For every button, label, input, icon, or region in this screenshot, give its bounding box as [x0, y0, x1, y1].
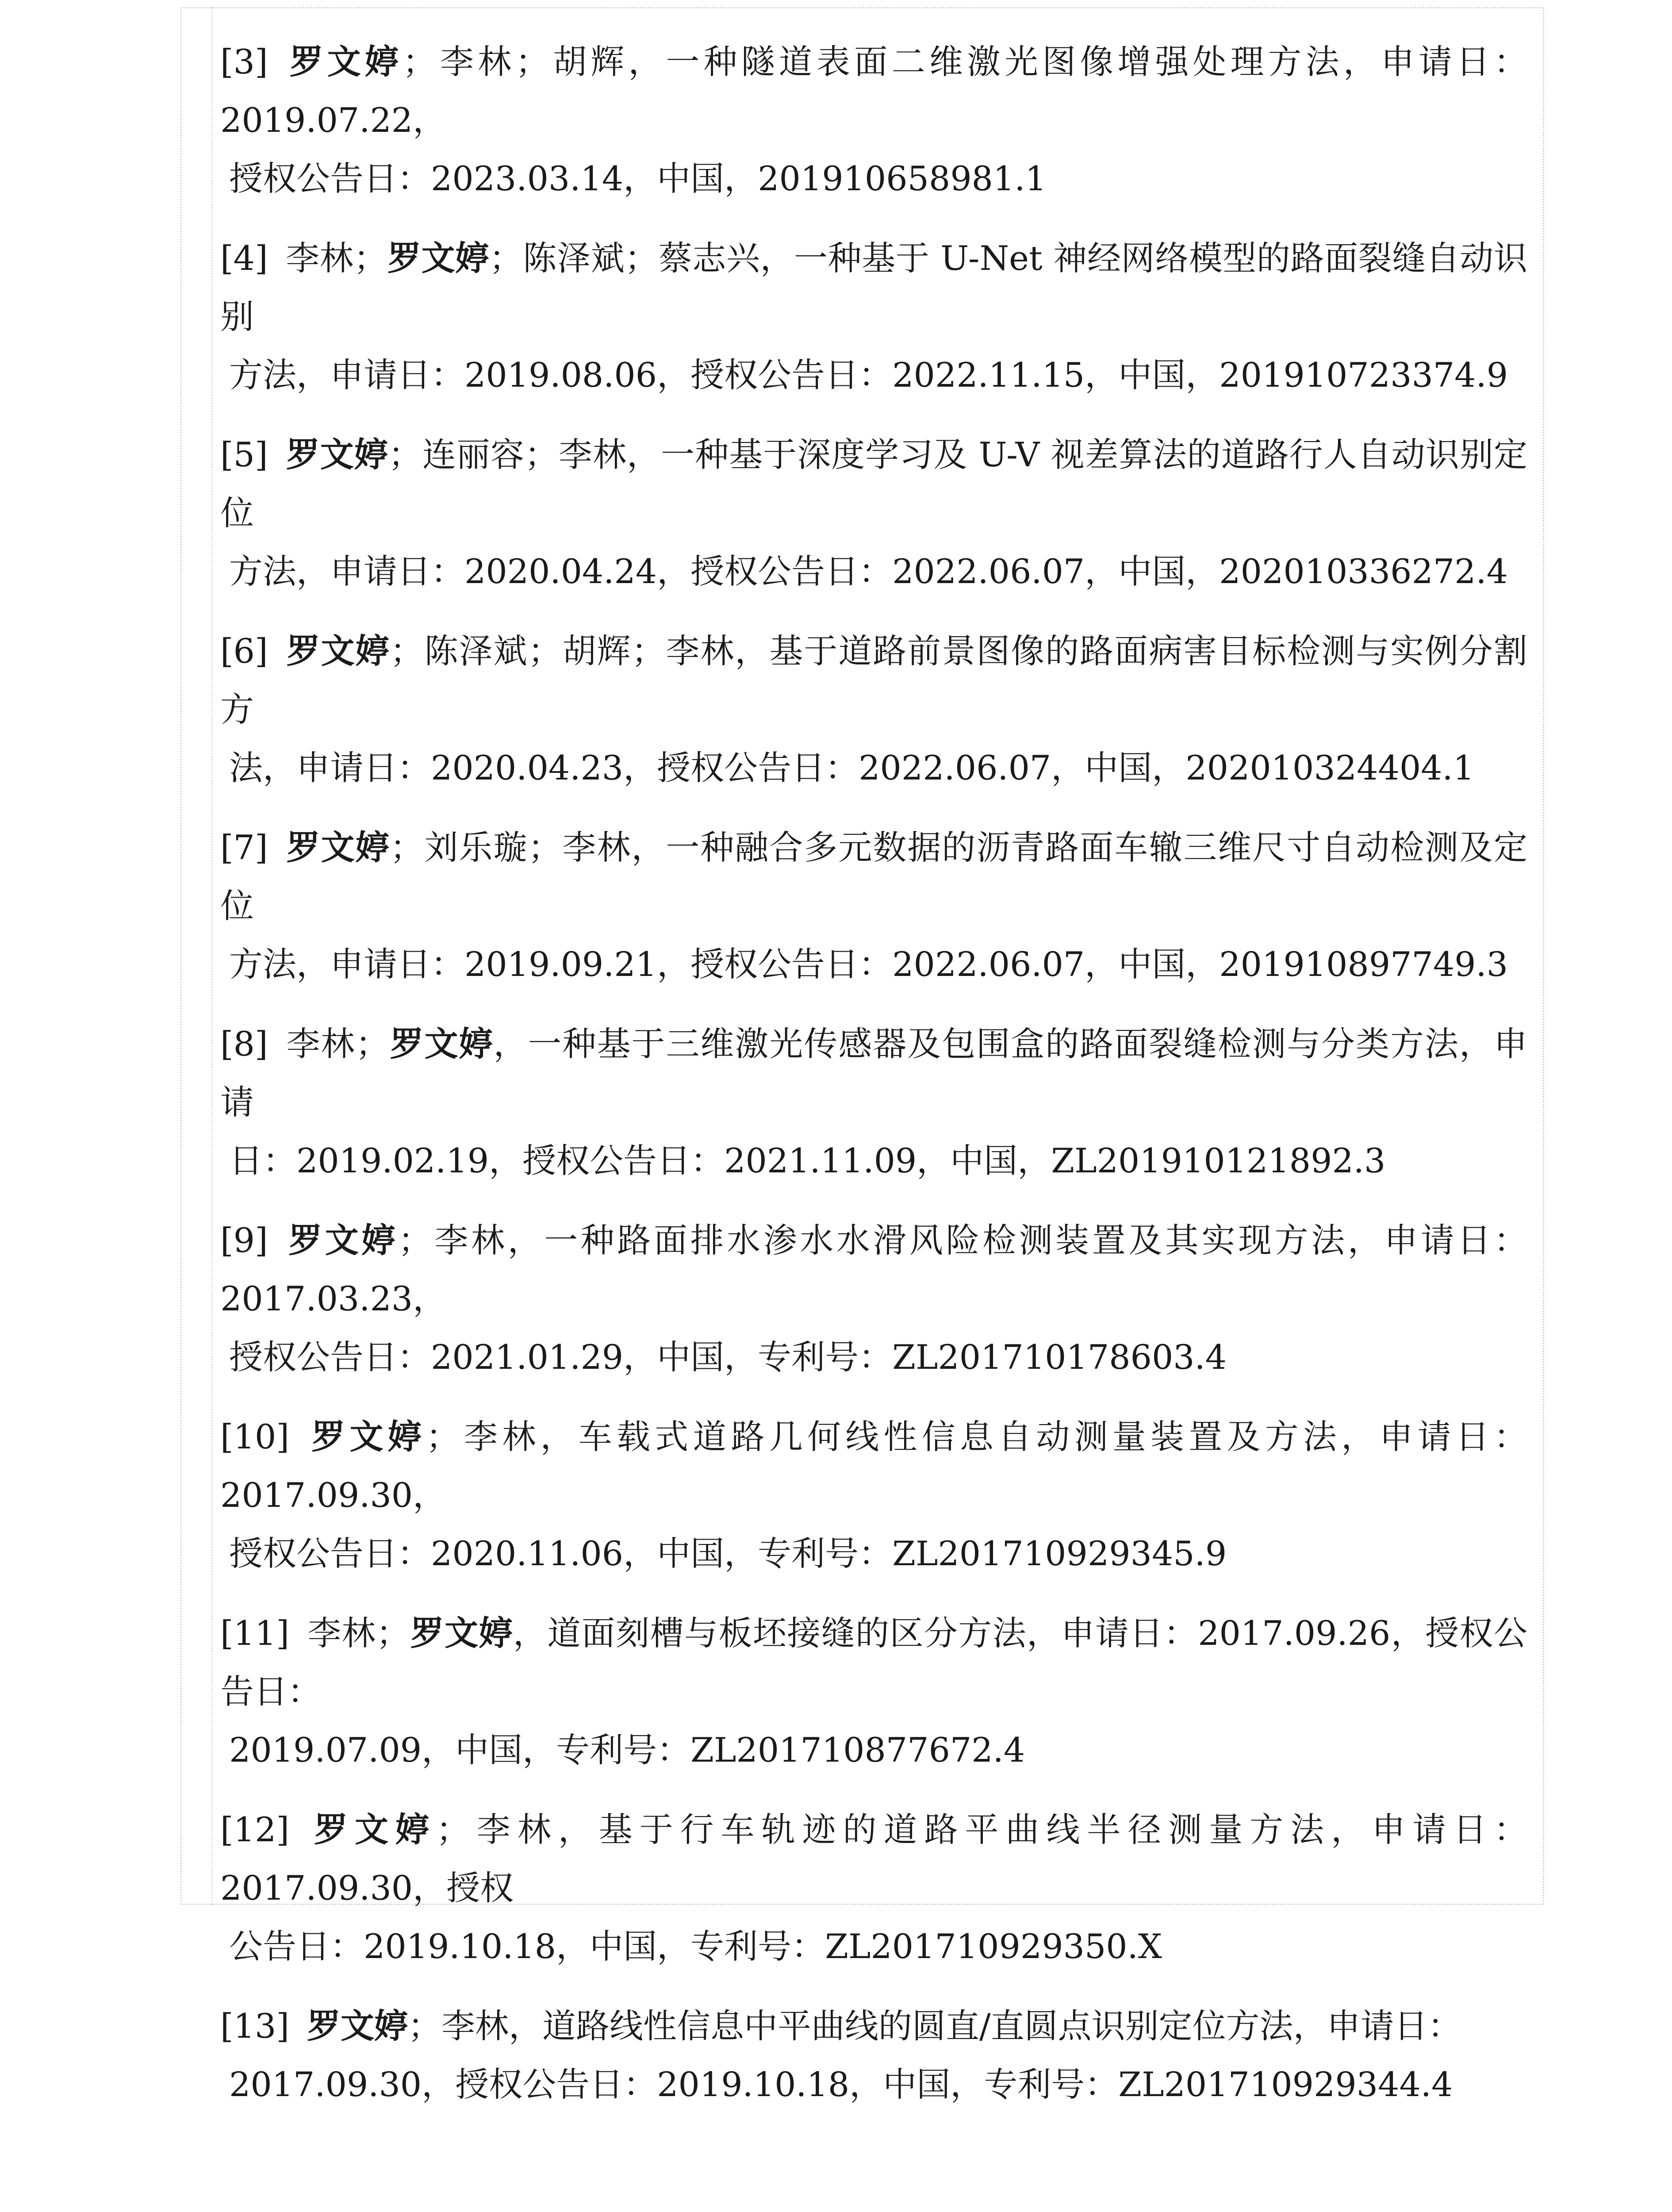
patent-index: [7]	[220, 828, 268, 867]
patent-text: ；陈泽斌；蔡志兴，一种基于 U-Net 神经网络模型的路面裂缝自动识别	[220, 238, 1528, 336]
patent-index: [11]	[220, 1613, 290, 1653]
patent-text: ；李林；胡辉，一种隧道表面二维激光图像增强处理方法，申请日：2019.07.22，	[220, 42, 1528, 140]
patent-entry-10	[220, 1408, 1527, 1583]
patent-entry-8	[220, 1015, 1527, 1190]
patent-line-2: 授权公告日：2023.03.14，中国，201910658981.1	[229, 159, 1047, 198]
patent-line-2: 公告日：2019.10.18，中国，专利号：ZL201710929350.X	[229, 1927, 1162, 1966]
patent-entry-9	[220, 1211, 1527, 1386]
patent-line-1	[220, 1211, 1527, 1328]
patent-index: [4]	[220, 238, 268, 278]
patent-text: ，道面刻槽与板坯接缝的区分方法，申请日：2017.09.26，授权公告日：	[220, 1613, 1527, 1711]
patent-line-2: 方法，申请日：2019.08.06，授权公告日：2022.11.15，中国，201910723374.9	[229, 355, 1508, 395]
patent-text: ；李林，道路线性信息中平曲线的圆直/直圆点识别定位方法，申请日：	[408, 2006, 1461, 2046]
patent-author-bold: 罗文婷	[387, 238, 489, 278]
patent-entry-13	[220, 1997, 1527, 2114]
patent-line-2: 法，申请日：2020.04.23，授权公告日：2022.06.07，中国，202010324404.1	[229, 748, 1475, 787]
patent-line-2: 授权公告日：2020.11.06，中国，专利号：ZL201710929345.9	[229, 1534, 1227, 1573]
patent-author-pre: 李林；	[285, 238, 387, 278]
patent-author-bold: 罗文婷	[307, 1417, 426, 1456]
patent-entry-5	[220, 426, 1527, 601]
patent-line-2: 授权公告日：2021.01.29，中国，专利号：ZL201710178603.4	[229, 1337, 1227, 1377]
patent-author-bold: 罗文婷	[410, 1613, 513, 1653]
patent-text: ；李林，一种路面排水渗水水滑风险检测装置及其实现方法，申请日：2017.03.23，	[220, 1221, 1528, 1318]
patent-entry-11	[220, 1604, 1527, 1779]
patent-line-2: 2019.07.09，中国，专利号：ZL201710877672.4	[229, 1730, 1025, 1770]
patent-line-2: 日：2019.02.19，授权公告日：2021.11.09，中国，ZL201910121892.3	[229, 1141, 1386, 1180]
patent-author-bold: 罗文婷	[285, 435, 388, 474]
patent-entry-3	[220, 33, 1527, 208]
patent-line-1	[220, 1801, 1527, 1917]
patent-index: [8]	[220, 1024, 268, 1064]
document-body	[220, 33, 1527, 2212]
patent-text: ；刘乐璇；李林，一种融合多元数据的沥青路面车辙三维尺寸自动检测及定位	[220, 828, 1528, 926]
patent-entry-12	[220, 1801, 1527, 1976]
patent-author-bold: 罗文婷	[285, 828, 390, 867]
patent-line-1	[220, 1997, 1527, 2055]
patent-line-1	[220, 426, 1527, 542]
patent-author-bold: 罗文婷	[307, 2006, 408, 2046]
patent-author-pre: 李林；	[285, 1024, 389, 1064]
patent-author-bold: 罗文婷	[285, 631, 390, 671]
patent-index: [13]	[220, 2006, 290, 2046]
patent-index: [12]	[220, 1810, 290, 1849]
patent-author-bold: 罗文婷	[307, 1810, 436, 1849]
patent-line-1	[220, 1604, 1527, 1721]
patent-text: ；陈泽斌；胡辉；李林，基于道路前景图像的路面病害目标检测与实例分割方	[220, 631, 1528, 729]
patent-entry-4	[220, 229, 1527, 404]
patent-text: ；李林，车载式道路几何线性信息自动测量装置及方法，申请日：2017.09.30，	[220, 1417, 1528, 1515]
margin-rule	[211, 7, 213, 1905]
patent-text: ；连丽容；李林，一种基于深度学习及 U-V 视差算法的道路行人自动识别定位	[220, 435, 1527, 533]
patent-line-1	[220, 33, 1527, 150]
patent-index: [5]	[220, 435, 268, 474]
patent-index: [6]	[220, 631, 268, 671]
patent-author-pre: 李林；	[307, 1613, 410, 1653]
patent-index: [10]	[220, 1417, 290, 1456]
patent-line-1	[220, 622, 1527, 739]
patent-entry-7	[220, 818, 1527, 994]
patent-text: ；李林，基于行车轨迹的道路平曲线半径测量方法，申请日：2017.09.30，授权	[220, 1810, 1528, 1908]
patent-author-bold: 罗文婷	[285, 1221, 398, 1260]
patent-author-bold: 罗文婷	[389, 1024, 494, 1064]
patent-line-2: 方法，申请日：2020.04.24，授权公告日：2022.06.07，中国，202010336272.4	[229, 552, 1508, 591]
patent-line-1	[220, 229, 1527, 346]
patent-line-2: 2017.09.30，授权公告日：2019.10.18，中国，专利号：ZL201710929344.4	[229, 2065, 1453, 2104]
patent-author-bold: 罗文婷	[285, 42, 403, 81]
patent-line-1	[220, 1408, 1527, 1525]
patent-line-1	[220, 1015, 1527, 1132]
patent-index: [3]	[220, 42, 268, 81]
patent-index: [9]	[220, 1221, 268, 1260]
patent-text: ，一种基于三维激光传感器及包围盒的路面裂缝检测与分类方法，申请	[220, 1024, 1528, 1122]
patent-entry-6	[220, 622, 1527, 797]
patent-line-1	[220, 818, 1527, 935]
patent-line-2: 方法，申请日：2019.09.21，授权公告日：2022.06.07，中国，201910897749.3	[229, 945, 1508, 984]
